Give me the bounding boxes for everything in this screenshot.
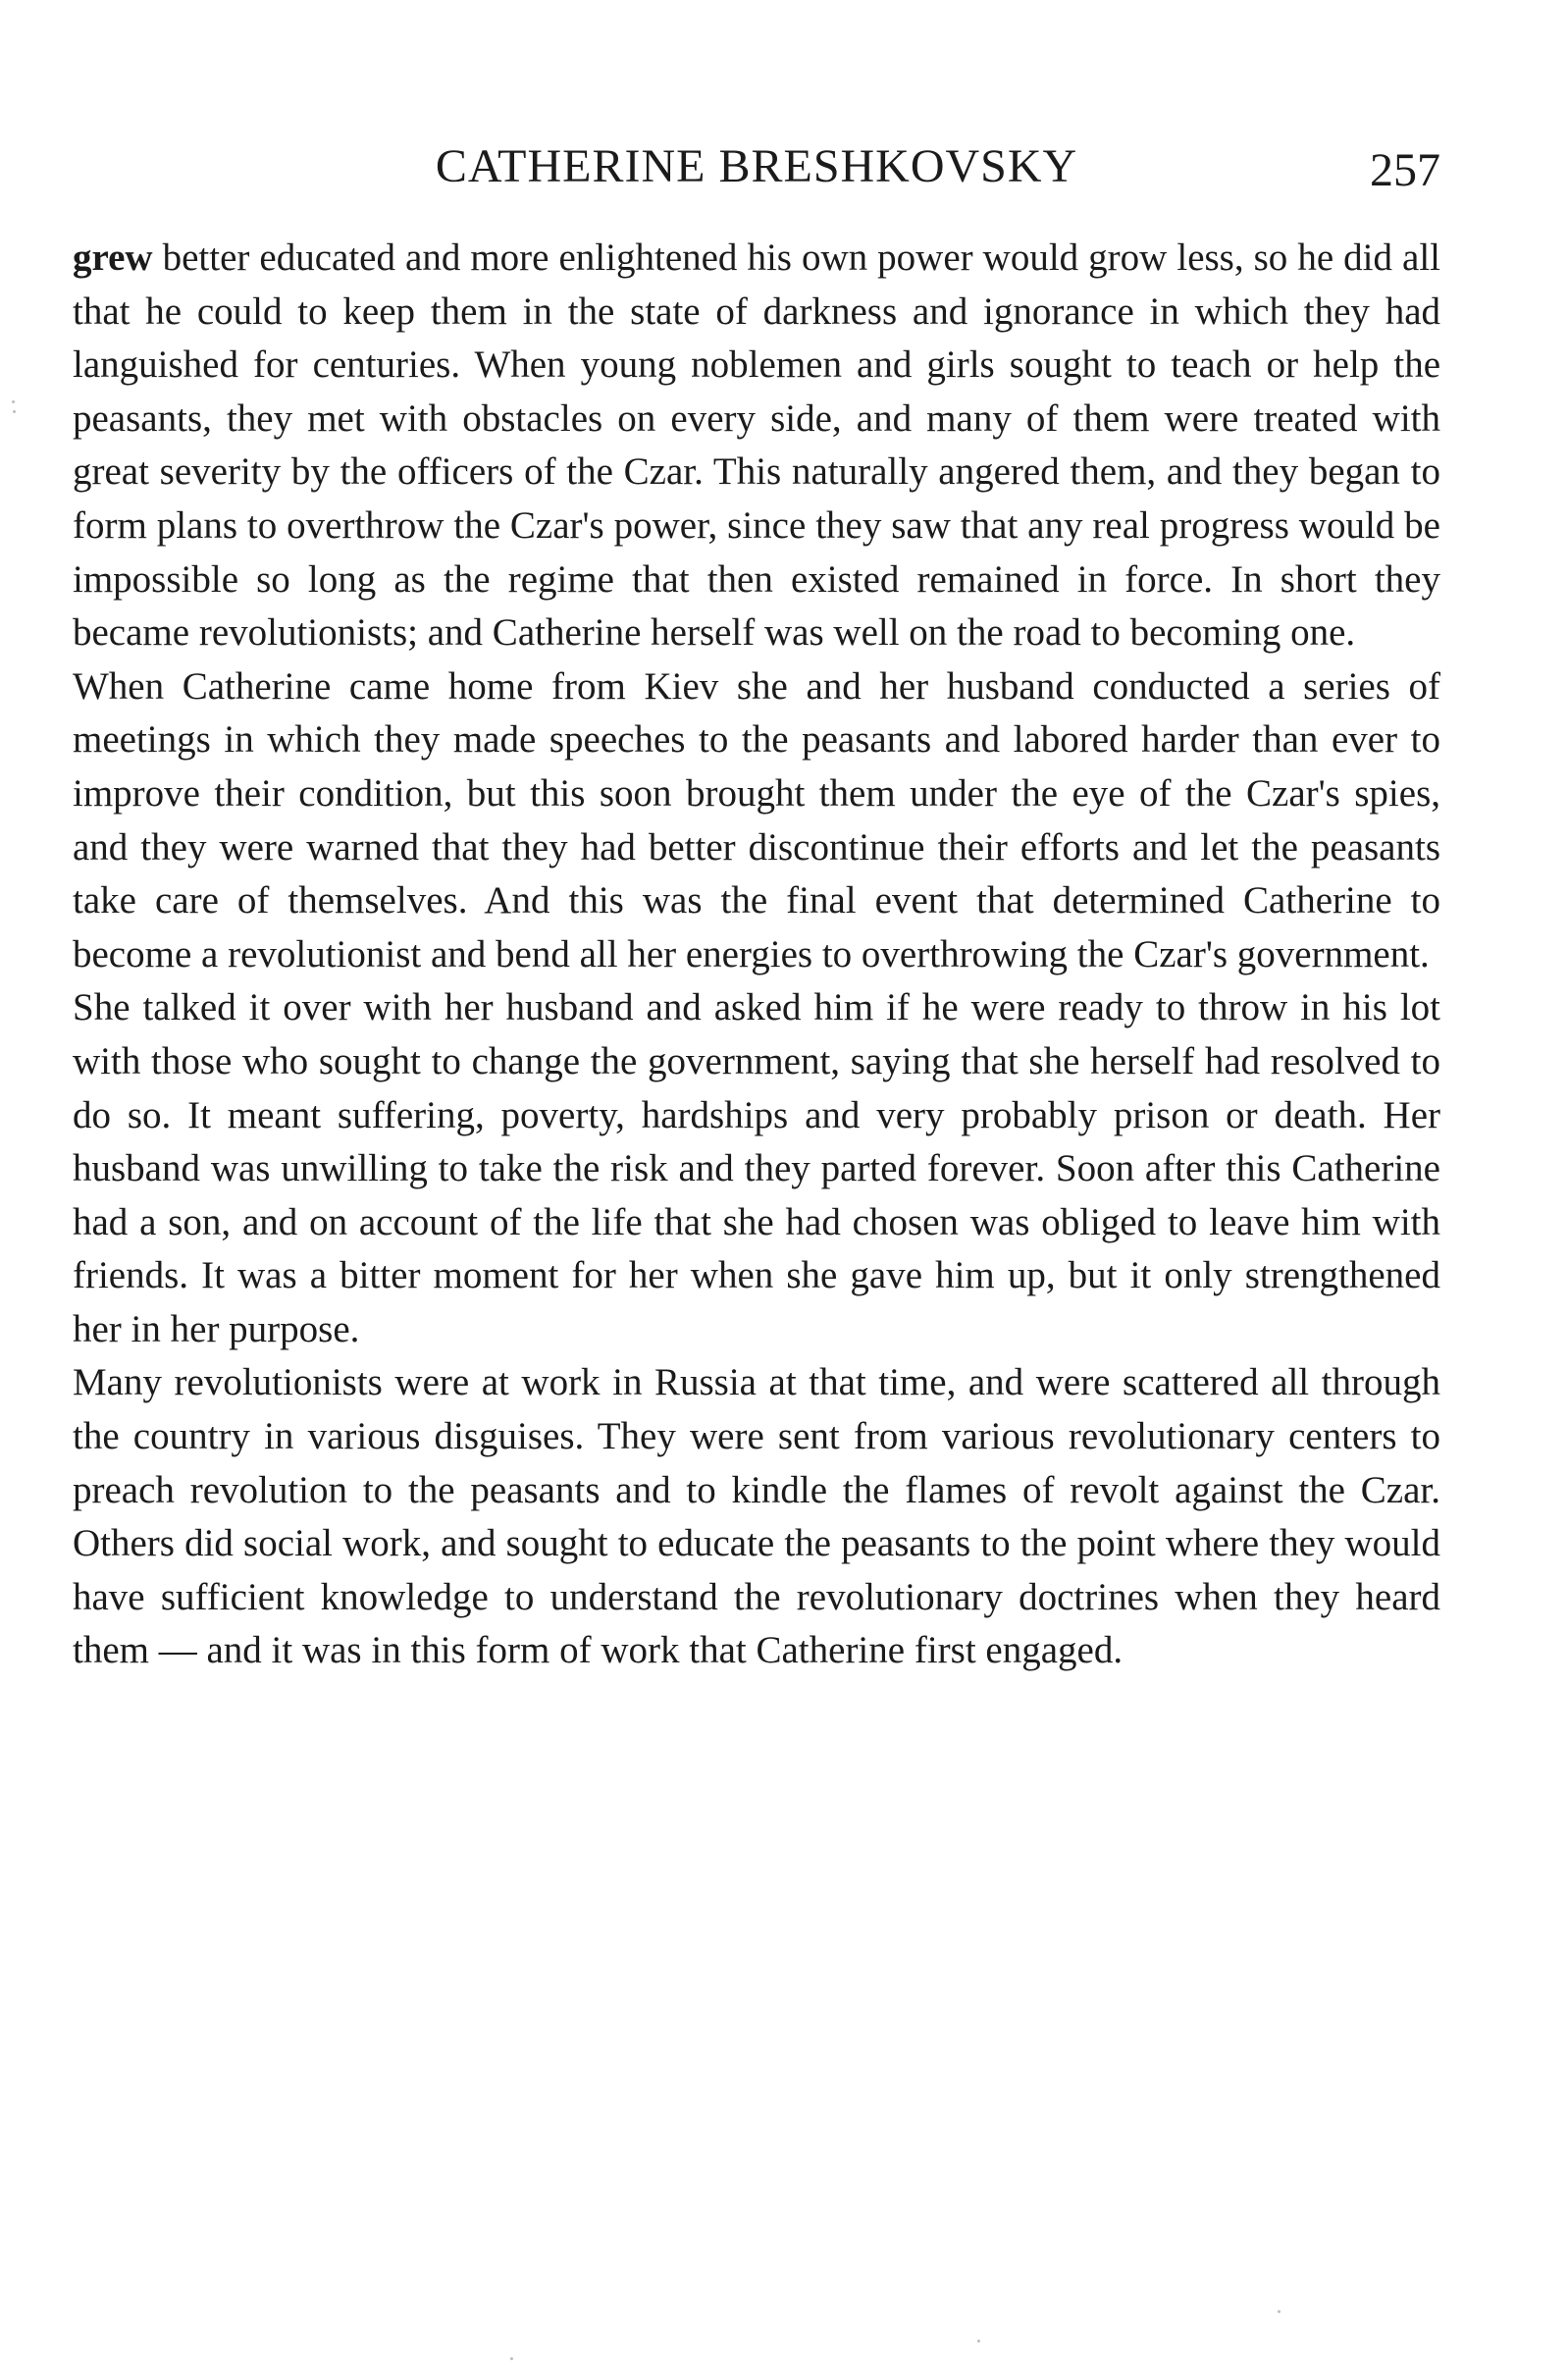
running-title: CATHERINE BRESHKOVSKY <box>435 140 1078 192</box>
paper-speck <box>13 410 16 413</box>
paragraph-2: When Catherine came home from Kiev she and her husband conducted a series of meetings in which they made speeches to the peasants and labored harder than ever to improve their condition, but this soon brought them under the eye of the Czar's spies, and they were warned that they had better discontinue their efforts and let the peasants take care of themselves. And this was the final event that determined Catherine to become a revolutionist and bend all her energies to overthrowing the Czar's government. <box>73 664 1440 975</box>
page-number: 257 <box>1370 144 1440 196</box>
paper-speck <box>12 400 15 403</box>
paragraph-1-text: better educated and more enlightened his own power would grow less, so he did all that he could to keep them in the state of darkness and ignorance in which they had languished for centuries. When young noblemen and girls sought to teach or help the peasants, they met with obstacles on every side, and many of them were treated with great severity by the officers of the Czar. This naturally angered them, and they began to form plans to overthrow the Czar's power, since they saw that any real progress would be impossible so long as the regime that then existed remained in force. In short they became revolutionists; and Catherine herself was well on the road to becoming one. <box>73 237 1440 655</box>
paper-speck <box>977 2340 980 2343</box>
paper-speck <box>1278 2310 1281 2313</box>
paragraph-1-lead-word: grew <box>73 237 153 279</box>
body-text <box>73 232 1440 1678</box>
paper-speck <box>510 2357 513 2360</box>
running-head <box>73 137 1440 196</box>
paragraph-4: Many revolutionists were at work in Russia at that time, and were scattered all through the country in various disguises. They were sent from various revolutionary centers to preach revolution to the peasants and to kindle the flames of revolt against the Czar. Others did social work, and sought to educate the peasants to the point where they would have sufficient knowledge to understand the revolutionary doctrines when they heard them — and it was in this form of work that Catherine first engaged. <box>73 1361 1440 1672</box>
paragraph-3: She talked it over with her husband and asked him if he were ready to throw in his lot with those who sought to change the government, saying that she herself had resolved to do so. It meant suffering, poverty, hardships and very probably prison or death. Her husband was unwilling to take the risk and they parted forever. Soon after this Catherine had a son, and on account of the life that she had chosen was obliged to leave him with friends. It was a bitter moment for her when she gave him up, but it only strengthened her in her purpose. <box>73 986 1440 1350</box>
paragraph-1 <box>73 232 1440 660</box>
